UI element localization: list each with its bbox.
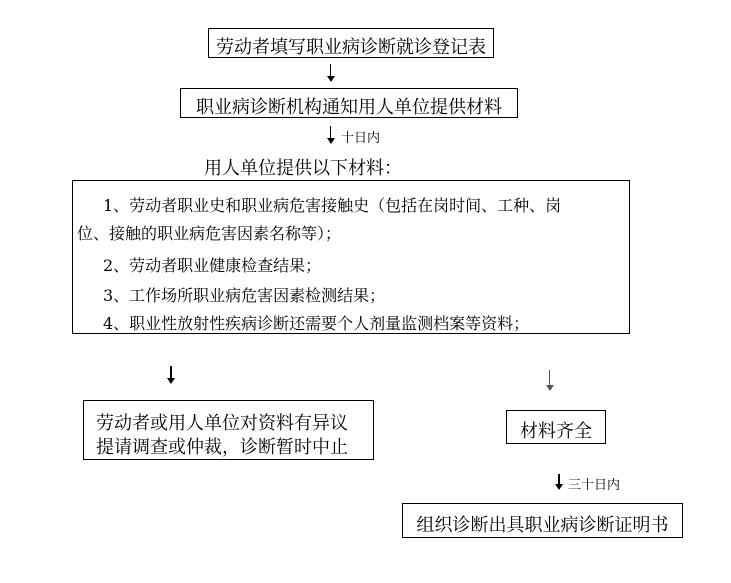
materials-item-1-line-1: 1、劳动者职业史和职业病危害接触史（包括在岗时间、工种、岗 [103, 196, 562, 215]
arrow-down-icon [166, 366, 176, 386]
dispute-line-1: 劳动者或用人单位对资料有异议 [96, 413, 348, 434]
ten-days-label: 十日内 [341, 131, 381, 146]
final-certificate-box [402, 503, 683, 538]
arrow-down-icon [554, 474, 564, 492]
materials-item-3: 3、工作场所职业病危害因素检测结果； [103, 286, 386, 305]
step-notify-text: 职业病诊断机构通知用人单位提供材料 [196, 97, 502, 118]
materials-item-4: 4、职业性放射性疾病诊断还需要个人剂量监测档案等资料； [103, 314, 530, 333]
dispute-line-2: 提请调查或仲裁，诊断暂时中止 [96, 437, 348, 458]
step-notify-box [180, 88, 518, 118]
materials-list-box [72, 180, 630, 334]
materials-item-1-line-2: 位、接触的职业病危害因素名称等）； [77, 224, 342, 243]
materials-item-2: 2、劳动者职业健康检查结果； [103, 256, 322, 275]
arrow-down-icon [326, 126, 336, 144]
final-certificate-text: 组织诊断出具职业病诊断证明书 [416, 515, 669, 536]
arrow-down-icon [326, 64, 336, 82]
materials-complete-box [506, 410, 606, 444]
materials-complete-text: 材料齐全 [520, 421, 592, 442]
step-register-box [208, 28, 494, 58]
arrow-down-icon [545, 370, 555, 392]
step-register-text: 劳动者填写职业病诊断就诊登记表 [216, 37, 486, 58]
dispute-box [83, 400, 374, 460]
materials-heading: 用人单位提供以下材料： [204, 158, 402, 179]
thirty-days-label: 三十日内 [568, 478, 621, 493]
